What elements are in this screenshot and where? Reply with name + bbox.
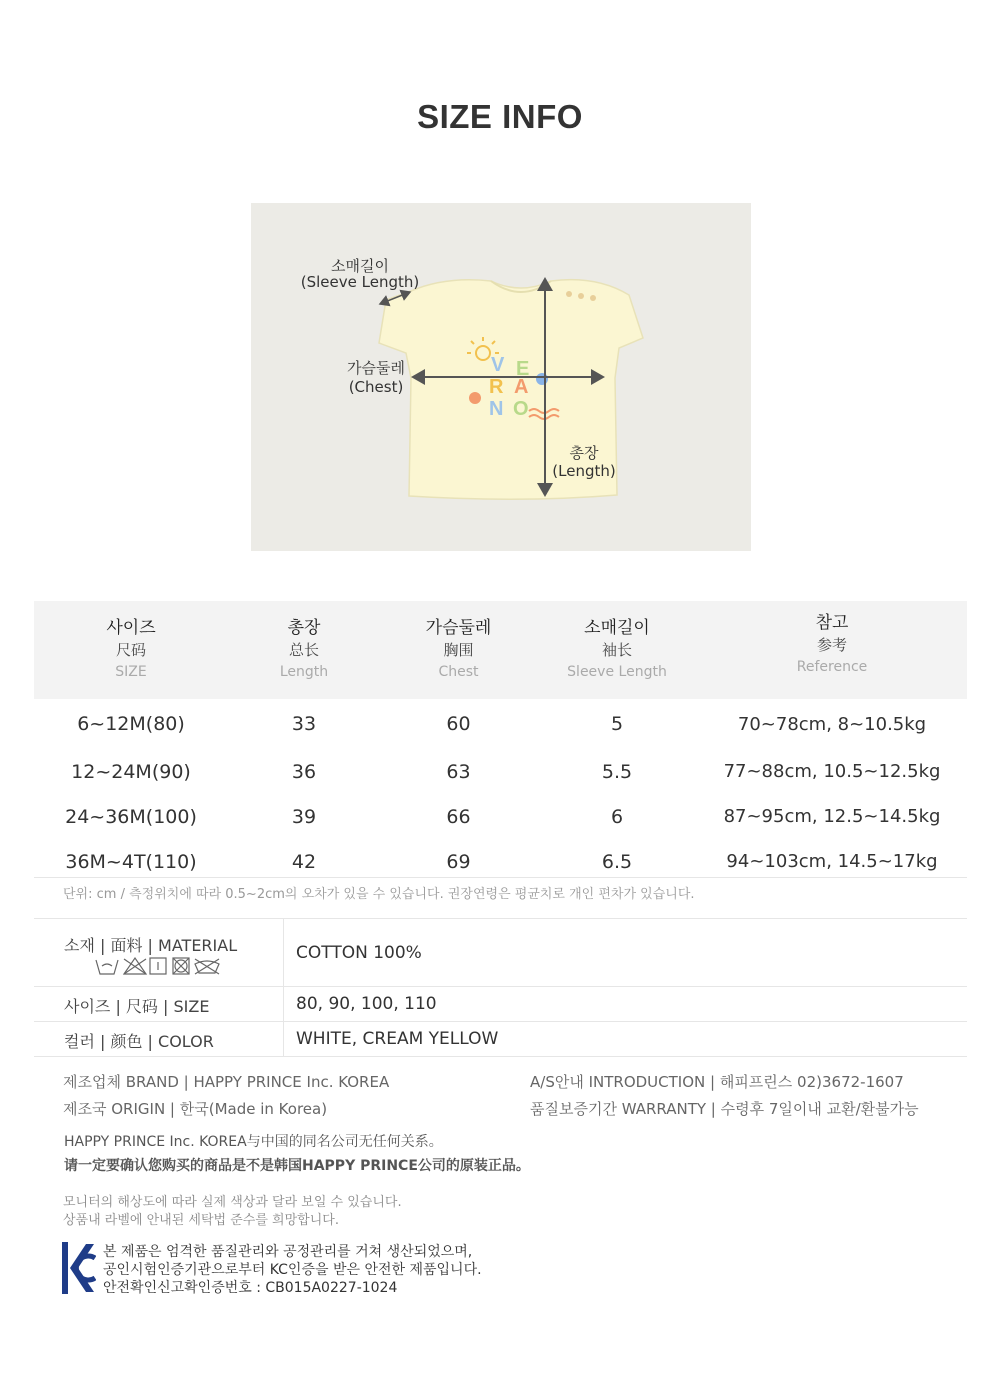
header-en: SIZE bbox=[115, 664, 147, 680]
print-letter: R bbox=[489, 376, 504, 398]
cell-size: 6~12M(80) bbox=[77, 713, 185, 735]
header-reference bbox=[697, 601, 967, 699]
cell-length: 33 bbox=[291, 713, 317, 735]
header-chest bbox=[380, 601, 537, 699]
header-cn: 袖长 bbox=[601, 641, 632, 659]
cell-length: 36 bbox=[291, 760, 317, 783]
kc-text-line: 본 제품은 엄격한 품질관리와 공정관리를 거쳐 생산되었으며, bbox=[103, 1244, 473, 1260]
sleeve-label-kr: 소매길이 bbox=[331, 257, 389, 275]
header-kr: 사이즈 bbox=[106, 618, 156, 638]
cell-chest: 69 bbox=[446, 850, 471, 873]
header-cn: 尺码 bbox=[115, 641, 146, 659]
cell-size: 24~36M(100) bbox=[65, 805, 197, 828]
size-table bbox=[34, 601, 967, 884]
size-label: 사이즈 | 尺码 | SIZE bbox=[64, 997, 210, 1016]
material-label: 소재 | 面料 | MATERIAL bbox=[64, 936, 238, 955]
hand-wash-icon bbox=[102, 964, 112, 966]
header-kr: 가슴둘레 bbox=[425, 618, 492, 638]
cell-size: 12~24M(90) bbox=[71, 760, 191, 783]
header-en: Length bbox=[279, 664, 329, 680]
material-value: COTTON 100% bbox=[296, 943, 422, 963]
table-row bbox=[34, 794, 967, 839]
cell-sleeve: 5.5 bbox=[601, 760, 633, 783]
header-cn: 总长 bbox=[288, 641, 319, 659]
print-letter: V bbox=[491, 354, 505, 376]
print-letter: O bbox=[513, 398, 529, 420]
divider bbox=[34, 877, 967, 878]
header-cn: 胸围 bbox=[443, 641, 474, 659]
color-label: 컬러 | 颜色 | COLOR bbox=[64, 1032, 214, 1051]
cell-reference: 70~78cm, 8~10.5kg bbox=[737, 713, 927, 735]
color-value: WHITE, CREAM YELLOW bbox=[296, 1029, 499, 1049]
cell-chest: 66 bbox=[446, 805, 471, 828]
divider bbox=[34, 1021, 967, 1022]
divider bbox=[34, 918, 967, 919]
header-en: Sleeve Length bbox=[567, 664, 667, 680]
table-row bbox=[34, 699, 967, 749]
header-size bbox=[34, 601, 228, 699]
divider bbox=[34, 986, 967, 987]
cell-reference: 94~103cm, 14.5~17kg bbox=[726, 851, 938, 872]
header-kr: 참고 bbox=[815, 613, 849, 633]
size-diagram bbox=[251, 203, 751, 551]
chest-label-kr: 가슴둘레 bbox=[347, 359, 405, 377]
kc-text-line: 공인시험인증기관으로부터 KC인증을 받은 안전한 제품입니다. bbox=[103, 1262, 482, 1278]
origin-info: 제조국 ORIGIN | 한국(Made in Korea) bbox=[63, 1100, 328, 1118]
header-kr: 총장 bbox=[287, 618, 321, 638]
measurement-note: 단위: cm / 측정위치에 따라 0.5~2cm의 오차가 있을 수 있습니다. 권장연령은 평균치로 개인 편차가 있습니다. bbox=[63, 887, 695, 902]
header-cn: 参考 bbox=[816, 636, 847, 654]
print-letter: A bbox=[514, 376, 529, 398]
length-label-en: (Length) bbox=[552, 462, 616, 480]
divider bbox=[34, 1056, 967, 1057]
header-en: Reference bbox=[796, 659, 868, 675]
length-label-kr: 총장 bbox=[569, 444, 599, 462]
chest-label-en: (Chest) bbox=[348, 378, 404, 396]
print-letter: E bbox=[516, 358, 530, 380]
cell-size: 36M~4T(110) bbox=[65, 850, 197, 873]
table-header-row bbox=[34, 601, 967, 699]
header-sleeve bbox=[537, 601, 697, 699]
cell-chest: 60 bbox=[446, 713, 471, 735]
no-bleach-icon bbox=[124, 959, 146, 974]
kc-mark-icon bbox=[62, 1242, 96, 1298]
cell-sleeve: 5 bbox=[610, 713, 624, 735]
monitor-notice-line: 상품내 라벨에 안내된 세탁법 준수를 희망합니다. bbox=[63, 1213, 339, 1228]
hand-wash-icon bbox=[96, 960, 118, 974]
header-en: Chest bbox=[438, 664, 479, 680]
cell-sleeve: 6 bbox=[610, 805, 624, 828]
cn-notice-line: HAPPY PRINCE Inc. KOREA与中国的同名公司无任何关系。 bbox=[64, 1134, 443, 1150]
page-title: SIZE INFO bbox=[417, 98, 583, 135]
print-letter: N bbox=[489, 398, 504, 420]
header-length bbox=[228, 601, 380, 699]
monitor-notice-line: 모니터의 해상도에 따라 실제 색상과 달라 보일 수 있습니다. bbox=[63, 1195, 402, 1210]
cell-reference: 77~88cm, 10.5~12.5kg bbox=[723, 761, 941, 782]
cell-length: 39 bbox=[291, 805, 317, 828]
header-kr: 소매길이 bbox=[584, 618, 650, 638]
cn-notice-line: 请一定要确认您购买的商品是不是韩国HAPPY PRINCE公司的原装正品。 bbox=[64, 1158, 530, 1174]
size-value: 80, 90, 100, 110 bbox=[296, 994, 437, 1014]
care-icons bbox=[94, 956, 224, 980]
cell-chest: 63 bbox=[446, 760, 471, 783]
cell-reference: 87~95cm, 12.5~14.5kg bbox=[723, 806, 941, 827]
cell-length: 42 bbox=[291, 850, 317, 873]
brand-info: 제조업체 BRAND | HAPPY PRINCE Inc. KOREA bbox=[63, 1073, 390, 1091]
as-info: A/S안내 INTRODUCTION | 해피프린스 02)3672-1607 bbox=[530, 1073, 904, 1091]
warranty-info: 품질보증기간 WARRANTY | 수령후 7일이내 교환/환불가능 bbox=[530, 1100, 919, 1118]
sleeve-label-en: (Sleeve Length) bbox=[300, 273, 420, 291]
divider bbox=[283, 918, 284, 1057]
kc-text-line: 안전확인신고확인증번호 : CB015A0227-1024 bbox=[103, 1280, 398, 1296]
cell-sleeve: 6.5 bbox=[601, 850, 633, 873]
table-row bbox=[34, 749, 967, 794]
